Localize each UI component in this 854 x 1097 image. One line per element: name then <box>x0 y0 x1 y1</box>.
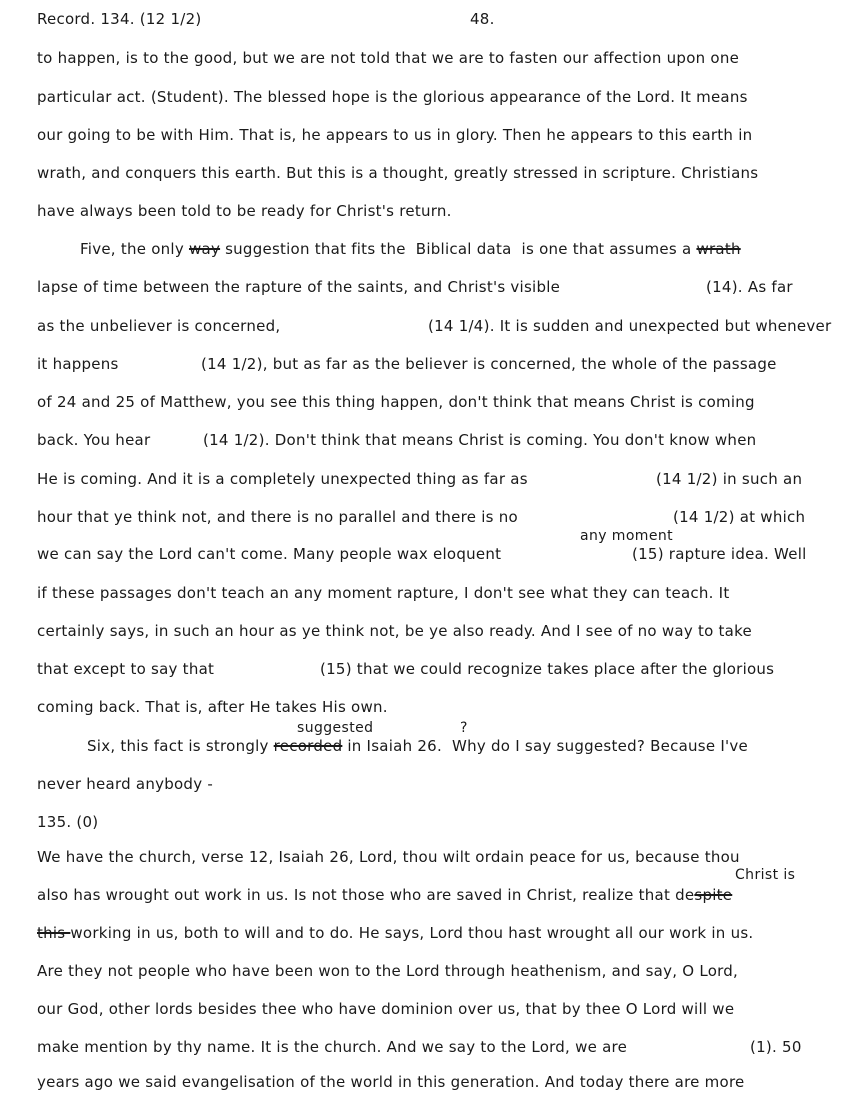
text-line: of 24 and 25 of Matthew, you see this thing happen, don't think that means Christ is coming <box>37 393 755 411</box>
text-line-tail: (1). 50 <box>750 1038 802 1056</box>
text-line-tail: (14 1/2) at which <box>673 508 806 526</box>
text-line-tail: (14 1/2), but as far as the believer is concerned, the whole of the passage <box>201 355 777 373</box>
text-line: as the unbeliever is concerned, <box>37 317 281 335</box>
record-marker: 135. (0) <box>37 813 99 831</box>
text-line: particular act. (Student). The blessed hope is the glorious appearance of the Lord. It means <box>37 88 748 106</box>
insertion-note: ? <box>460 720 468 736</box>
text-line: our God, other lords besides thee who have dominion over us, that by thee O Lord will we <box>37 1000 735 1018</box>
text-line: lapse of time between the rapture of the saints, and Christ's visible <box>37 278 561 296</box>
text-line: wrath, and conquers this earth. But this is a thought, greatly stressed in scripture. Christians <box>37 164 759 182</box>
text-line: years ago we said evangelisation of the world in this generation. And today there are more <box>37 1073 745 1091</box>
text-line: we can say the Lord can't come. Many people wax eloquent <box>37 545 502 563</box>
struck-word: recorded <box>273 737 343 755</box>
text-line: back. You hear <box>37 431 151 449</box>
text-line: Are they not people who have been won to the Lord through heathenism, and say, O Lord, <box>37 962 739 980</box>
page-number: 48. <box>470 10 495 28</box>
text-line: certainly says, in such an hour as ye think not, be ye also ready. And I see of no way to take <box>37 622 753 640</box>
struck-word: wrath <box>696 240 741 258</box>
text-line-tail: (14 1/4). It is sudden and unexpected but whenever <box>428 317 832 335</box>
text-line-tail: (14 1/2). Don't think that means Christ is coming. You don't know when <box>203 431 757 449</box>
text-line: never heard anybody - <box>37 775 213 793</box>
text-line: our going to be with Him. That is, he appears to us in glory. Then he appears to this earth in <box>37 126 753 144</box>
text-line: to happen, is to the good, but we are not told that we are to fasten our affection upon one <box>37 49 740 67</box>
struck-word: this <box>37 924 71 942</box>
text-line: it happens <box>37 355 119 373</box>
struck-word: way <box>188 240 221 258</box>
text-line: also has wrought out work in us. Is not those who are saved in Christ, realize that despite <box>37 886 733 904</box>
text-line: make mention by thy name. It is the church. And we say to the Lord, we are <box>37 1038 628 1056</box>
insertion-note: any moment <box>580 528 674 544</box>
text-line: this working in us, both to will and to do. He says, Lord thou hast wrought all our work in us. <box>37 924 754 942</box>
text-line: Six, this fact is strongly recorded in Isaiah 26. Why do I say suggested? Because I've <box>87 737 749 755</box>
struck-word: spite <box>694 886 733 904</box>
text-line: Five, the only way suggestion that fits the Biblical data is one that assumes a wrath <box>80 240 741 258</box>
text-line: We have the church, verse 12, Isaiah 26, Lord, thou wilt ordain peace for us, because thou <box>37 848 740 866</box>
text-line: have always been told to be ready for Christ's return. <box>37 202 452 220</box>
record-header: Record. 134. (12 1/2) <box>37 10 202 28</box>
text-line: if these passages don't teach an any moment rapture, I don't see what they can teach. It <box>37 584 730 602</box>
text-line-tail: (14). As far <box>706 278 793 296</box>
text-line: that except to say that <box>37 660 215 678</box>
text-line: He is coming. And it is a completely unexpected thing as far as <box>37 470 528 488</box>
text-line: hour that ye think not, and there is no parallel and there is no <box>37 508 518 526</box>
text-line-tail: (15) that we could recognize takes place after the glorious <box>320 660 775 678</box>
text-line-tail: (15) rapture idea. Well <box>632 545 807 563</box>
text-line: coming back. That is, after He takes His own. <box>37 698 388 716</box>
insertion-note: Christ is <box>735 867 796 883</box>
text-line-tail: (14 1/2) in such an <box>656 470 803 488</box>
insertion-note: suggested <box>297 720 374 736</box>
